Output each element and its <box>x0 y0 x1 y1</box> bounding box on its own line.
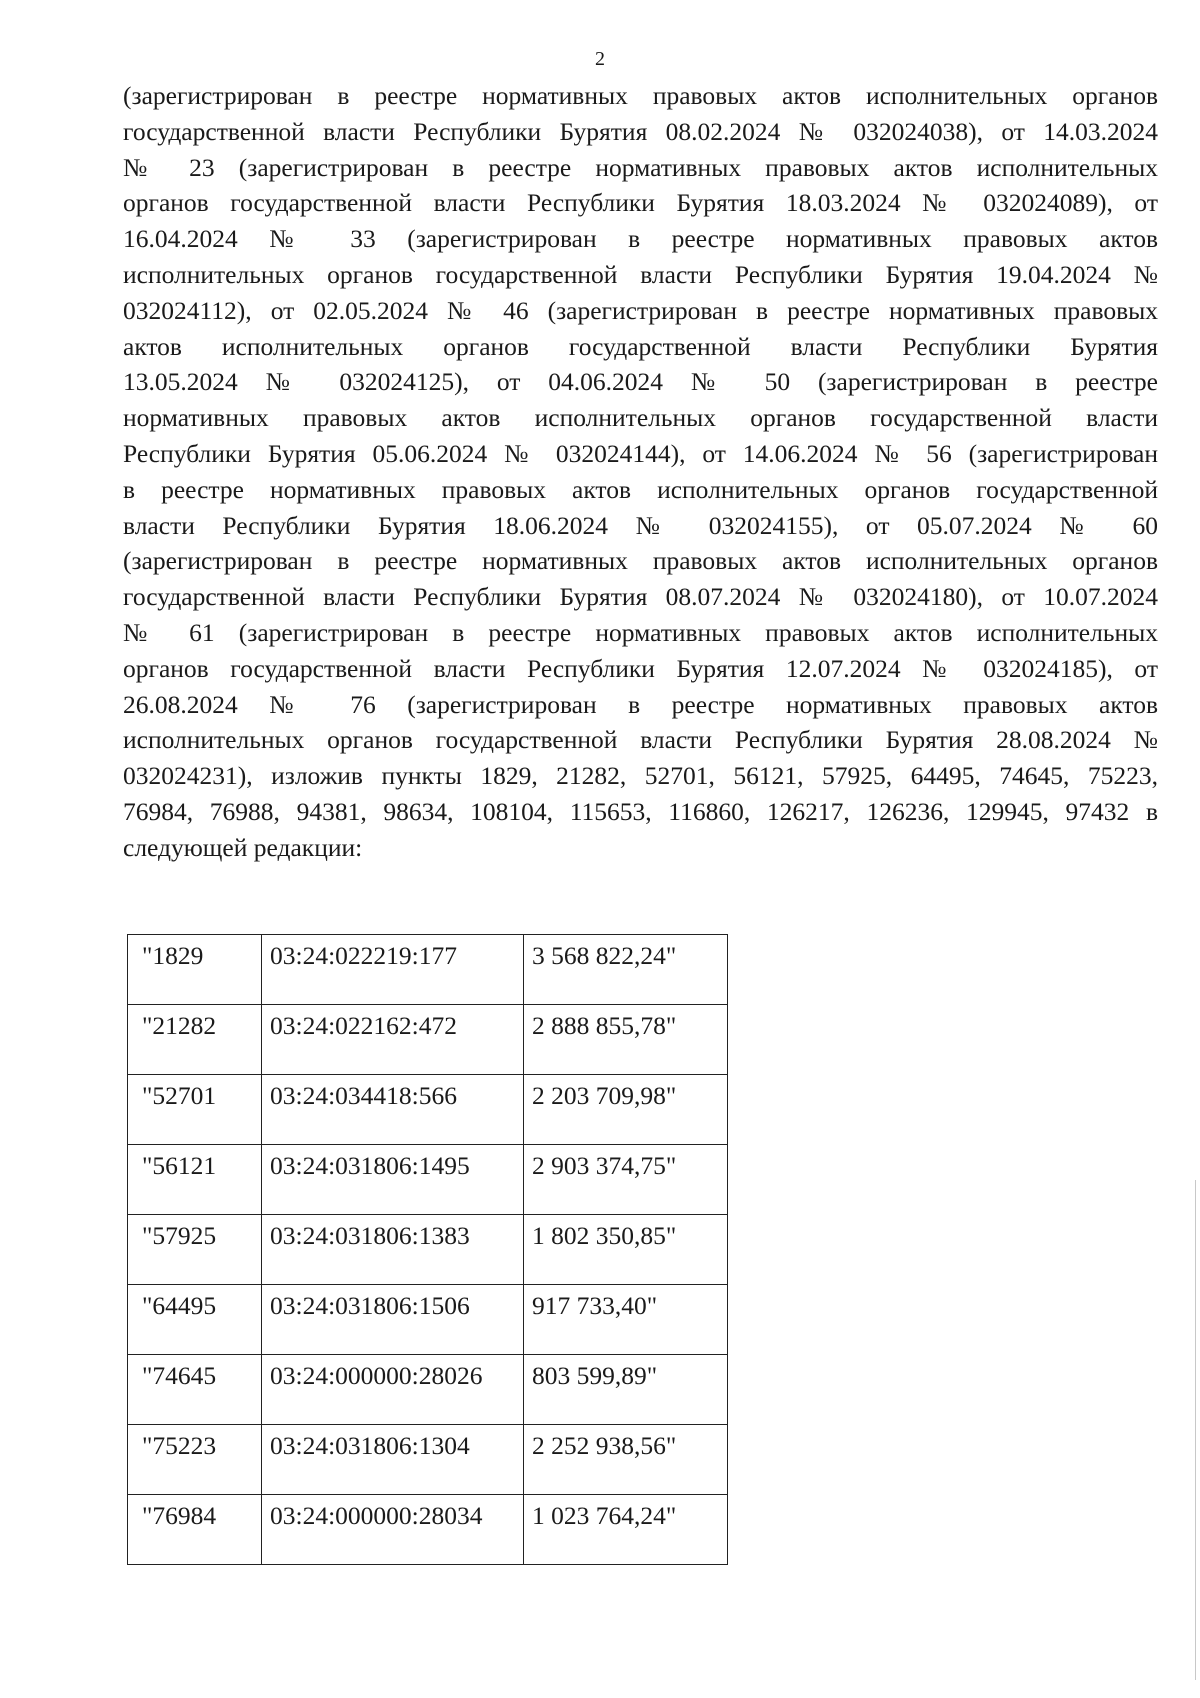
paragraph-line: в реестре нормативных правовых актов исполнительных органов государственной <box>123 474 1158 504</box>
table-row <box>128 1285 728 1355</box>
item-number-cell: "57925 <box>128 1215 262 1285</box>
paragraph-line: 16.04.2024 № 33 (зарегистрирован в реестре нормативных правовых актов <box>123 224 1158 254</box>
paragraph-line: органов государственной власти Республики Бурятия 12.07.2024 № 032024185), от <box>123 653 1158 683</box>
item-number-cell: "56121 <box>128 1145 262 1215</box>
table-row <box>128 1145 728 1215</box>
table-row <box>128 1425 728 1495</box>
cadastral-value-cell: 2 252 938,56" <box>524 1425 728 1495</box>
paragraph-line: власти Республики Бурятия 18.06.2024 № 032024155), от 05.07.2024 № 60 <box>123 510 1158 540</box>
cadastral-value-cell: 2 203 709,98" <box>524 1075 728 1145</box>
body-paragraph <box>123 78 1158 866</box>
cadastral-number-cell: 03:24:000000:28026 <box>262 1355 524 1425</box>
cadastral-value-table <box>127 934 728 1565</box>
paragraph-line: Республики Бурятия 05.06.2024 № 032024144), от 14.06.2024 № 56 (зарегистрирован <box>123 438 1158 468</box>
paragraph-line: государственной власти Республики Бурятия 08.02.2024 № 032024038), от 14.03.2024 <box>123 116 1158 146</box>
paragraph-line: (зарегистрирован в реестре нормативных правовых актов исполнительных органов <box>123 546 1158 576</box>
item-number-cell: "74645 <box>128 1355 262 1425</box>
cadastral-value-cell: 3 568 822,24" <box>524 935 728 1005</box>
paragraph-line: № 61 (зарегистрирован в реестре нормативных правовых актов исполнительных <box>123 617 1158 647</box>
paragraph-line: исполнительных органов государственной власти Республики Бурятия 19.04.2024 № <box>123 259 1158 289</box>
table-row <box>128 1005 728 1075</box>
cadastral-value-cell: 2 903 374,75" <box>524 1145 728 1215</box>
item-number-cell: "21282 <box>128 1005 262 1075</box>
paragraph-line: 76984, 76988, 94381, 98634, 108104, 115653, 116860, 126217, 126236, 129945, 97432 в <box>123 796 1158 826</box>
table-row <box>128 1495 728 1565</box>
paragraph-line: государственной власти Республики Бурятия 08.07.2024 № 032024180), от 10.07.2024 <box>123 582 1158 612</box>
cadastral-value-cell: 803 599,89" <box>524 1355 728 1425</box>
paragraph-line: органов государственной власти Республики Бурятия 18.03.2024 № 032024089), от <box>123 188 1158 218</box>
cadastral-number-cell: 03:24:022219:177 <box>262 935 524 1005</box>
item-number-cell: "52701 <box>128 1075 262 1145</box>
table-row <box>128 935 728 1005</box>
scan-edge-line <box>1195 1180 1196 1680</box>
cadastral-value-cell: 917 733,40" <box>524 1285 728 1355</box>
table-row <box>128 1075 728 1145</box>
table-row <box>128 1215 728 1285</box>
paragraph-line: 13.05.2024 № 032024125), от 04.06.2024 № 50 (зарегистрирован в реестре <box>123 367 1158 397</box>
cadastral-value-cell: 1 802 350,85" <box>524 1215 728 1285</box>
cadastral-number-cell: 03:24:031806:1506 <box>262 1285 524 1355</box>
cadastral-value-cell: 1 023 764,24" <box>524 1495 728 1565</box>
paragraph-line: следующей редакции: <box>123 832 363 862</box>
table-row <box>128 1355 728 1425</box>
paragraph-line: нормативных правовых актов исполнительных органов государственной власти <box>123 403 1158 433</box>
paragraph-line: № 23 (зарегистрирован в реестре нормативных правовых актов исполнительных <box>123 152 1158 182</box>
paragraph-line: (зарегистрирован в реестре нормативных правовых актов исполнительных органов <box>123 81 1158 110</box>
cadastral-number-cell: 03:24:022162:472 <box>262 1005 524 1075</box>
paragraph-line: 032024112), от 02.05.2024 № 46 (зарегистрирован в реестре нормативных правовых <box>123 295 1158 325</box>
cadastral-number-cell: 03:24:031806:1383 <box>262 1215 524 1285</box>
cadastral-number-cell: 03:24:031806:1495 <box>262 1145 524 1215</box>
cadastral-value-cell: 2 888 855,78" <box>524 1005 728 1075</box>
paragraph-line: исполнительных органов государственной власти Республики Бурятия 28.08.2024 № <box>123 725 1158 755</box>
cadastral-number-cell: 03:24:031806:1304 <box>262 1425 524 1495</box>
item-number-cell: "1829 <box>128 935 262 1005</box>
cadastral-number-cell: 03:24:034418:566 <box>262 1075 524 1145</box>
item-number-cell: "64495 <box>128 1285 262 1355</box>
paragraph-line: актов исполнительных органов государственной власти Республики Бурятия <box>123 331 1158 361</box>
paragraph-line: 26.08.2024 № 76 (зарегистрирован в реестре нормативных правовых актов <box>123 689 1158 719</box>
item-number-cell: "75223 <box>128 1425 262 1495</box>
page-number: 2 <box>595 48 605 70</box>
cadastral-number-cell: 03:24:000000:28034 <box>262 1495 524 1565</box>
paragraph-line: 032024231), изложив пункты 1829, 21282, 52701, 56121, 57925, 64495, 74645, 75223, <box>123 761 1158 791</box>
item-number-cell: "76984 <box>128 1495 262 1565</box>
